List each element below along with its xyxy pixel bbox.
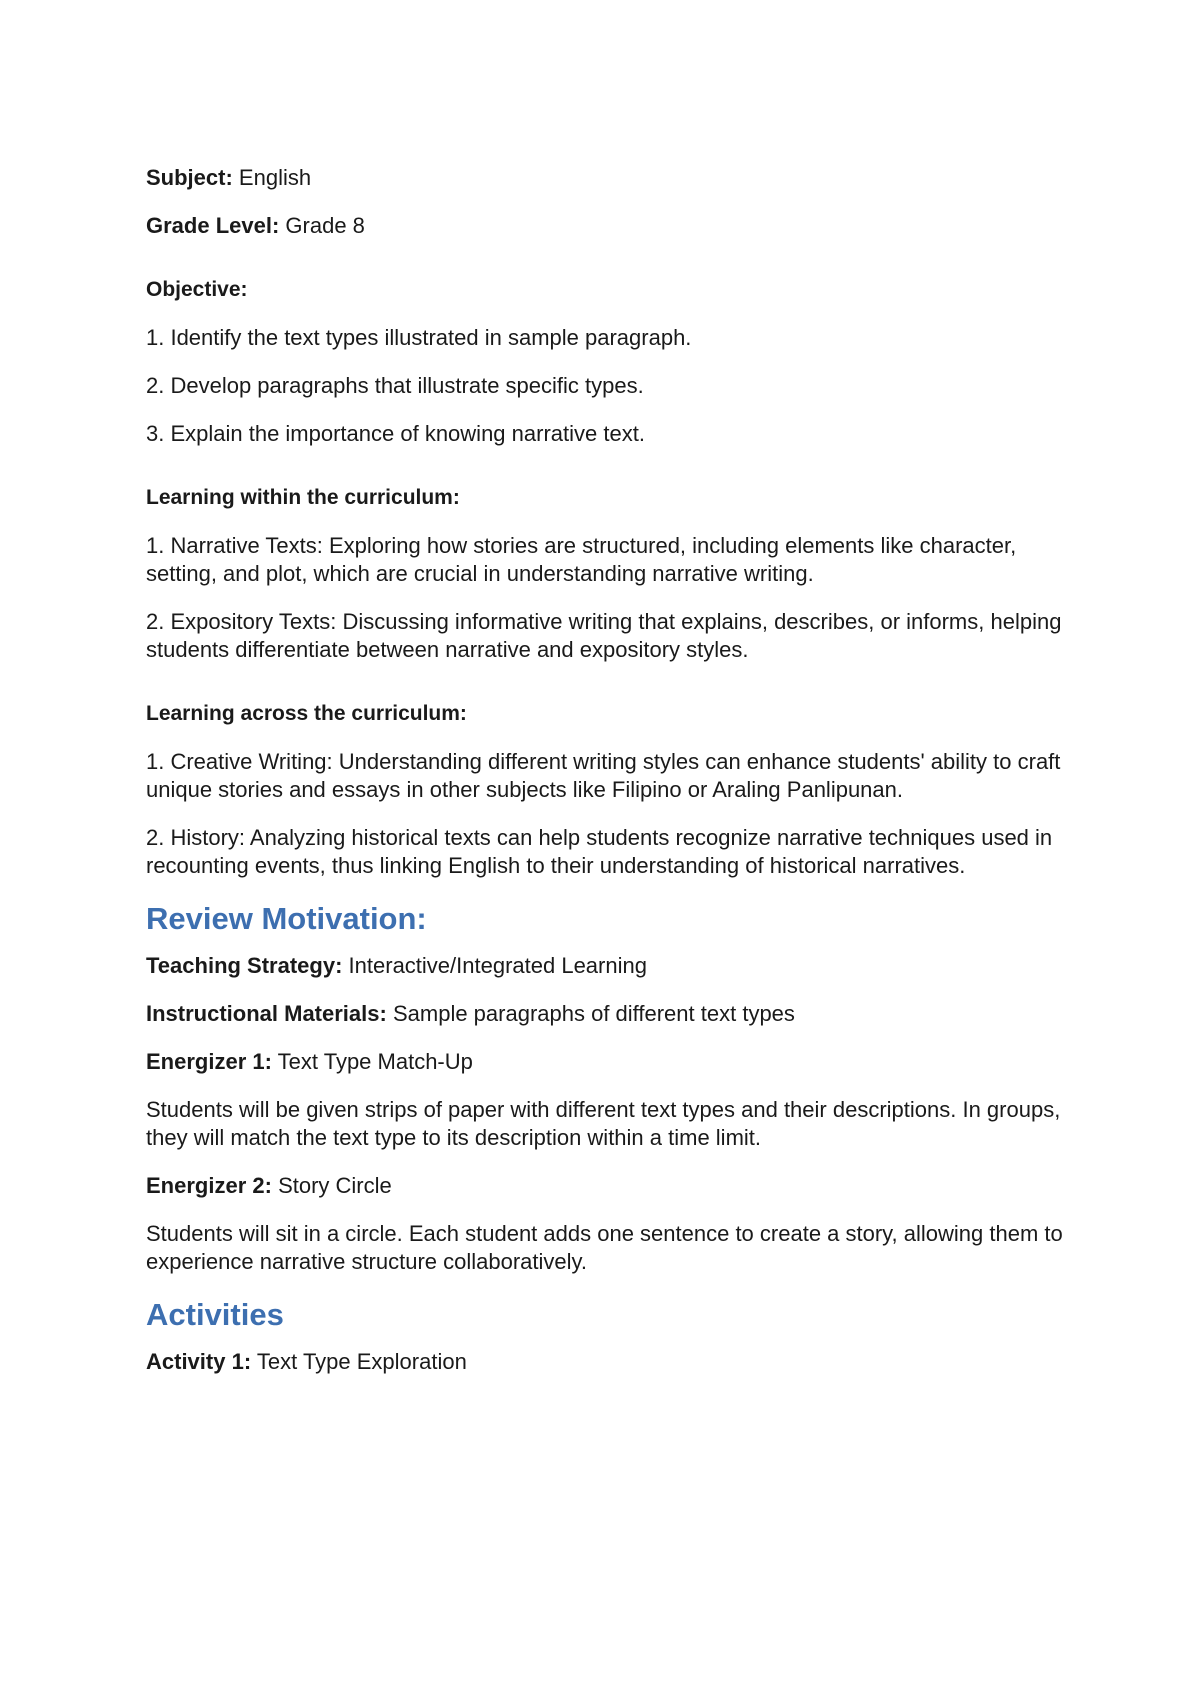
grade-level-value: Grade 8 [285,213,365,238]
instructional-materials-value: Sample paragraphs of different text types [392,1001,795,1026]
energizer-2-line [146,1172,1066,1200]
teaching-strategy-value: Interactive/Integrated Learning [348,953,647,978]
instructional-materials-label: Instructional Materials: [146,1001,387,1026]
learning-within-item: 1. Narrative Texts: Exploring how stories are structured, including elements like character, setting, and plot, which are crucial in understanding narrative writing. [146,533,1017,586]
activities-heading: Activities [146,1297,284,1332]
energizer-1-description: Students will be given strips of paper with different text types and their descriptions. In groups, they will match the text type to its description within a time limit. [146,1097,1061,1150]
teaching-strategy-line [146,952,1066,980]
activity-1-label: Activity 1: [146,1349,252,1374]
objective-item: 1. Identify the text types illustrated in sample paragraph. [146,325,692,350]
learning-across-title: Learning across the curriculum: [146,702,467,725]
grade-level-label: Grade Level: [146,213,280,238]
teaching-strategy-label: Teaching Strategy: [146,953,343,978]
grade-level-line [146,212,1066,240]
instructional-materials-line [146,1000,1066,1028]
subject-line [146,164,1066,192]
energizer-2-description: Students will sit in a circle. Each student adds one sentence to create a story, allowing them to experience narrative structure collaboratively. [146,1221,1063,1274]
learning-within-title: Learning within the curriculum: [146,486,460,509]
energizer-1-value: Text Type Match-Up [277,1049,473,1074]
subject-label: Subject: [146,165,233,190]
energizer-1-label: Energizer 1: [146,1049,272,1074]
objective-item: 2. Develop paragraphs that illustrate specific types. [146,373,644,398]
activity-1-line [146,1348,1066,1376]
energizer-1-line [146,1048,1066,1076]
subject-value: English [238,165,312,190]
energizer-2-value: Story Circle [278,1173,392,1198]
activity-1-value: Text Type Exploration [256,1349,467,1374]
learning-within-item: 2. Expository Texts: Discussing informative writing that explains, describes, or informs, helping students differentiate between narrative and expository styles. [146,609,1062,662]
learning-across-item: 1. Creative Writing: Understanding different writing styles can enhance students' ability to craft unique stories and essays in other subjects like Filipino or Araling Panlipunan. [146,749,1061,802]
learning-across-item: 2. History: Analyzing historical texts can help students recognize narrative techniques used in recounting events, thus linking English to their understanding of historical narratives. [146,825,1053,878]
energizer-2-label: Energizer 2: [146,1173,272,1198]
objective-item: 3. Explain the importance of knowing narrative text. [146,421,645,446]
objective-title: Objective: [146,278,248,301]
review-motivation-heading: Review Motivation: [146,901,427,936]
document-page [146,164,1066,1396]
